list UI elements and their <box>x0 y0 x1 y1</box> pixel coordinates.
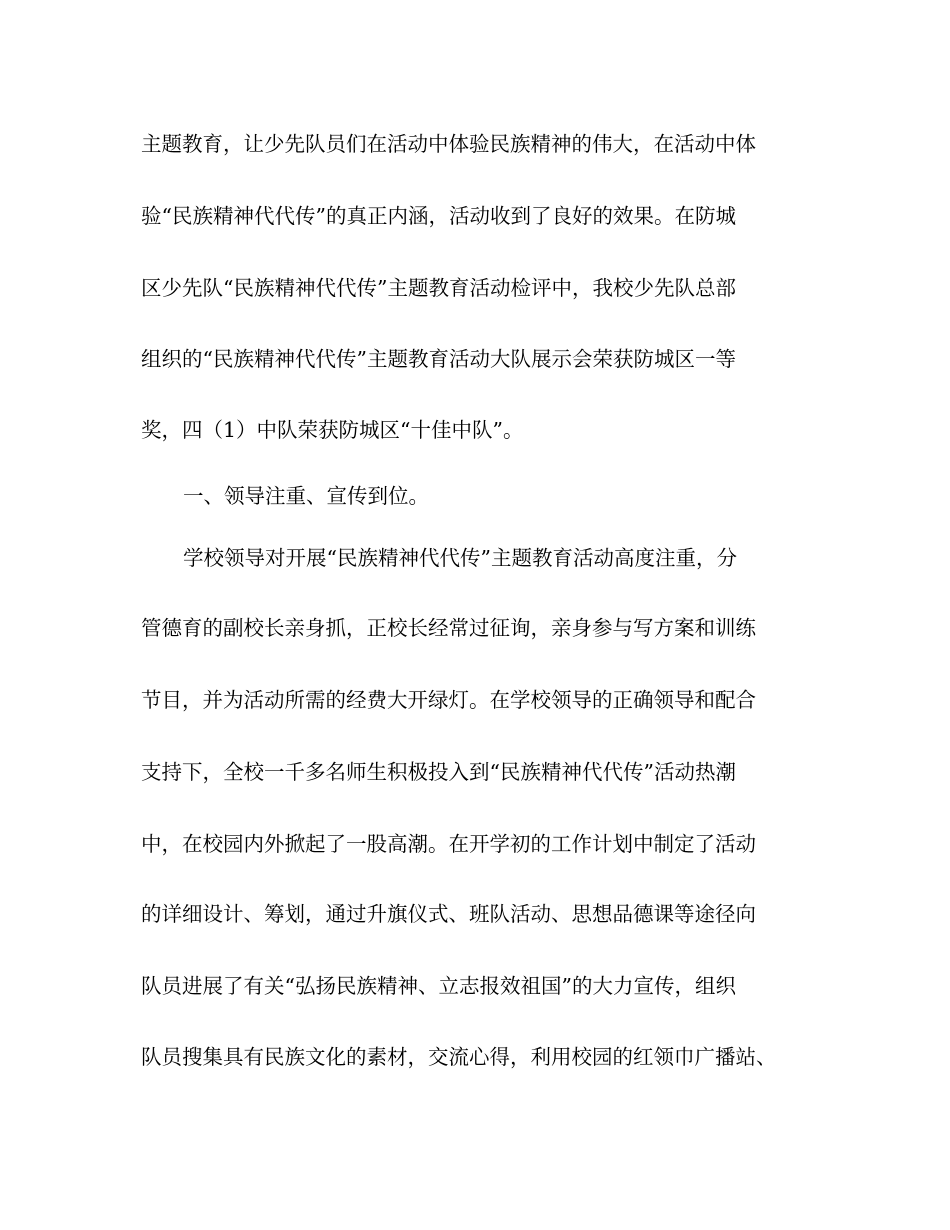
paragraph-line: 奖，四（1）中队荣获防城区“十佳中队”。 <box>141 418 524 442</box>
paragraph-line: 的详细设计、筹划，通过升旗仪式、班队活动、思想品德课等途径向 <box>141 902 756 926</box>
paragraph-line: 队员搜集具有民族文化的素材，交流心得，利用校园的红领巾广播站、 <box>141 1045 777 1069</box>
paragraph-line: 中，在校园内外掀起了一股高潮。在开学初的工作计划中制定了活动 <box>141 832 756 856</box>
paragraph-line: 区少先队“民族精神代代传”主题教育活动检评中，我校少先队总部 <box>141 276 736 300</box>
paragraph-line: 组织的“民族精神代代传”主题教育活动大队展示会荣获防城区一等 <box>141 347 736 371</box>
paragraph-line: 验“民族精神代代传”的真正内涵，活动收到了良好的效果。在防城 <box>141 204 736 228</box>
paragraph-line: 学校领导对开展“民族精神代代传”主题教育活动高度注重，分 <box>183 546 737 570</box>
paragraph-line: 主题教育，让少先队员们在活动中体验民族精神的伟大，在活动中体 <box>141 132 756 156</box>
paragraph-line: 节目，并为活动所需的经费大开绿灯。在学校领导的正确领导和配合 <box>141 688 756 712</box>
paragraph-line: 队员进展了有关“弘扬民族精神、立志报效祖国”的大力宣传，组织 <box>141 974 736 998</box>
section-heading: 一、领导注重、宣传到位。 <box>183 484 429 508</box>
paragraph-line: 管德育的副校长亲身抓，正校长经常过征询，亲身参与写方案和训练 <box>141 616 756 640</box>
paragraph-line: 支持下，全校一千多名师生积极投入到“民族精神代代传”活动热潮 <box>141 760 736 784</box>
